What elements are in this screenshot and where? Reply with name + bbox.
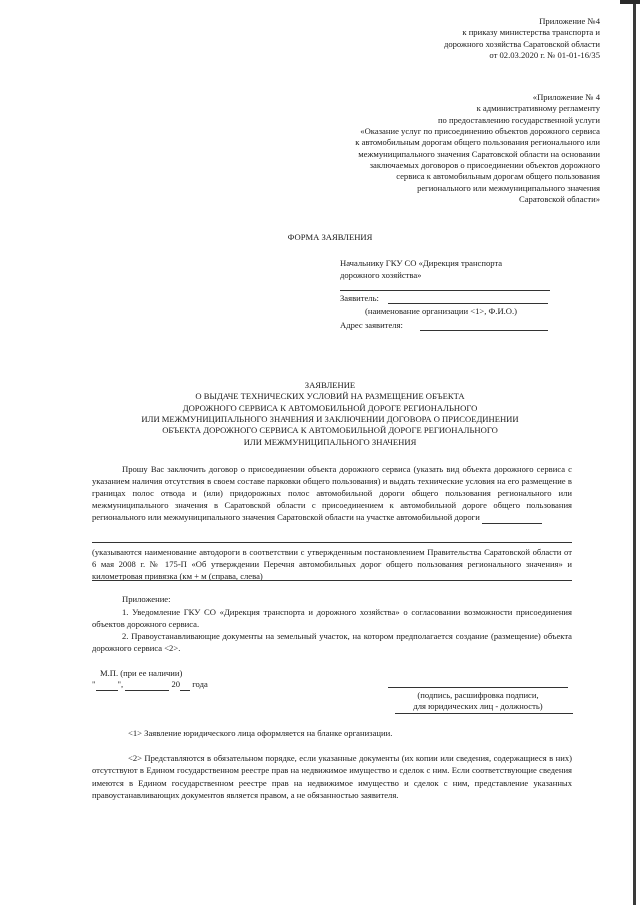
regulation-line: заключаемых договоров о присоединении объектов дорожного bbox=[369, 160, 600, 171]
regulation-line: «Приложение № 4 bbox=[532, 92, 600, 102]
statement-subtitle-line: ИЛИ МЕЖМУНИЦИПАЛЬНОГО ЗНАЧЕНИЯ И ЗАКЛЮЧЕНИИ ДОГОВОРА О ПРИСОЕДИНЕНИИ bbox=[141, 414, 519, 425]
road-section-field[interactable] bbox=[482, 511, 542, 524]
signature-hint bbox=[370, 690, 586, 713]
regulation-line: по предоставлению государственной услуги bbox=[437, 114, 600, 125]
road-name-line[interactable] bbox=[92, 542, 572, 543]
appendix-line: от 02.03.2020 г. № 01-01-16/35 bbox=[489, 50, 600, 61]
regulation-appendix-block bbox=[250, 92, 600, 205]
regulation-line: к административному регламенту bbox=[476, 103, 600, 114]
regulation-line: «Оказание услуг по присоединению объектов дорожного сервиса bbox=[360, 126, 600, 137]
date-row bbox=[92, 679, 208, 691]
road-note: (указываются наименование автодороги в соответствии с утвержденным постановлением Правительства Саратовской области от 6 мая 2008 г. № 175-П «Об утверждении Перечня автомобильных дорог общего пользования регионального значения» и километровая привязка (км + м (справа, слева) bbox=[92, 547, 572, 582]
appendix-block bbox=[340, 16, 600, 61]
signature-hint-line: для юридических лиц - должность) bbox=[413, 701, 543, 712]
date-year-prefix: 20 bbox=[171, 679, 181, 689]
attachment-item: 1. Уведомление ГКУ СО «Дирекция транспорта и дорожного хозяйства» о согласовании возможности присоединения объектов дорожного сервиса. bbox=[92, 607, 572, 630]
applicant-label: Заявитель: bbox=[340, 293, 379, 303]
regulation-line: межмуниципального значения Саратовской области на основании bbox=[358, 148, 600, 159]
applicant-hint: (наименование организации <1>, Ф.И.О.) bbox=[365, 306, 518, 316]
regulation-line: сервиса к автомобильным дорогам общего пользования bbox=[396, 171, 600, 182]
date-day-field[interactable] bbox=[96, 679, 118, 691]
road-note-underline bbox=[92, 580, 572, 581]
regulation-line: регионального или межмуниципального значения bbox=[417, 182, 600, 193]
appendix-line: дорожного хозяйства Саратовской области bbox=[443, 38, 600, 49]
statement-subtitle-line: О ВЫДАЧЕ ТЕХНИЧЕСКИХ УСЛОВИЙ НА РАЗМЕЩЕНИЕ ОБЪЕКТА bbox=[195, 391, 465, 402]
addressee-line: дорожного хозяйства» bbox=[340, 270, 422, 280]
signature-field[interactable] bbox=[388, 687, 568, 688]
addressee-underline bbox=[340, 290, 550, 291]
request-text: Прошу Вас заключить договор о присоединении объекта дорожного сервиса (указать вид объекта дорожного сервиса с указанием наличия отсутствия в своем составе парковки общего пользования) и выдать технические условия на его размещение в границах полос отвода и (или) придорожных полос автомобильной дороги общего пользования регионального или межмуниципального значения в Саратовской области с присоединением к автомобильной дороге общего пользования регионального или межмуниципального значения Саратовской области на участке автомобильной дороги bbox=[92, 464, 572, 523]
date-year-suffix: года bbox=[192, 679, 208, 689]
footnote-1: <1> Заявление юридического лица оформляется на бланке организации. bbox=[128, 728, 393, 738]
date-open-quote: " bbox=[92, 679, 96, 689]
scan-edge bbox=[633, 0, 636, 905]
date-month-field[interactable] bbox=[125, 679, 169, 691]
footnote-2: <2> Представляются в обязательном порядке, если указанные документы (их копии или сведения, содержащиеся в них) отсутствуют в Едином государственном реестре прав на недвижимое имущество и сделок с ним. Если соответствующие сведения имеются в Едином государственном реестре прав на недвижимое имущество и сделок с ним, представление указанных правоустанавливающих документов является правом, а не обязанностью заявителя. bbox=[92, 753, 572, 801]
applicant-field[interactable] bbox=[388, 303, 548, 304]
statement-block bbox=[60, 380, 600, 448]
date-year-field[interactable] bbox=[180, 679, 190, 691]
date-close-quote: ", bbox=[117, 679, 124, 689]
address-label: Адрес заявителя: bbox=[340, 320, 403, 330]
regulation-line: к автомобильным дорогам общего пользования регионального или bbox=[355, 137, 600, 148]
address-field[interactable] bbox=[420, 330, 548, 331]
form-title: ФОРМА ЗАЯВЛЕНИЯ bbox=[287, 232, 373, 242]
attachments-label: Приложение: bbox=[122, 594, 171, 604]
signature-hint-line: (подпись, расшифровка подписи, bbox=[417, 690, 539, 700]
appendix-line: Приложение №4 bbox=[539, 16, 600, 26]
statement-heading: ЗАЯВЛЕНИЕ bbox=[304, 380, 356, 390]
scan-corner bbox=[620, 0, 640, 4]
regulation-line: Саратовской области» bbox=[518, 194, 600, 205]
addressee-line: Начальнику ГКУ СО «Дирекция транспорта bbox=[340, 258, 503, 268]
statement-subtitle-line: ДОРОЖНОГО СЕРВИСА К АВТОМОБИЛЬНОЙ ДОРОГЕ РЕГИОНАЛЬНОГО bbox=[182, 402, 478, 413]
stamp-label: М.П. (при ее наличии) bbox=[100, 668, 183, 678]
request-paragraph bbox=[92, 463, 572, 524]
statement-subtitle-line: ИЛИ МЕЖМУНИЦИПАЛЬНОГО ЗНАЧЕНИЯ bbox=[243, 436, 417, 447]
statement-subtitle-line: ОБЪЕКТА ДОРОЖНОГО СЕРВИСА К АВТОМОБИЛЬНОЙ ДОРОГЕ РЕГИОНАЛЬНОГО bbox=[162, 425, 498, 436]
attachment-item: 2. Правоустанавливающие документы на земельный участок, на котором предполагается создание (размещение) объекта дорожного сервиса <2>. bbox=[92, 631, 572, 654]
appendix-line: к приказу министерства транспорта и bbox=[462, 27, 600, 38]
signature-hint-underline bbox=[395, 713, 573, 714]
